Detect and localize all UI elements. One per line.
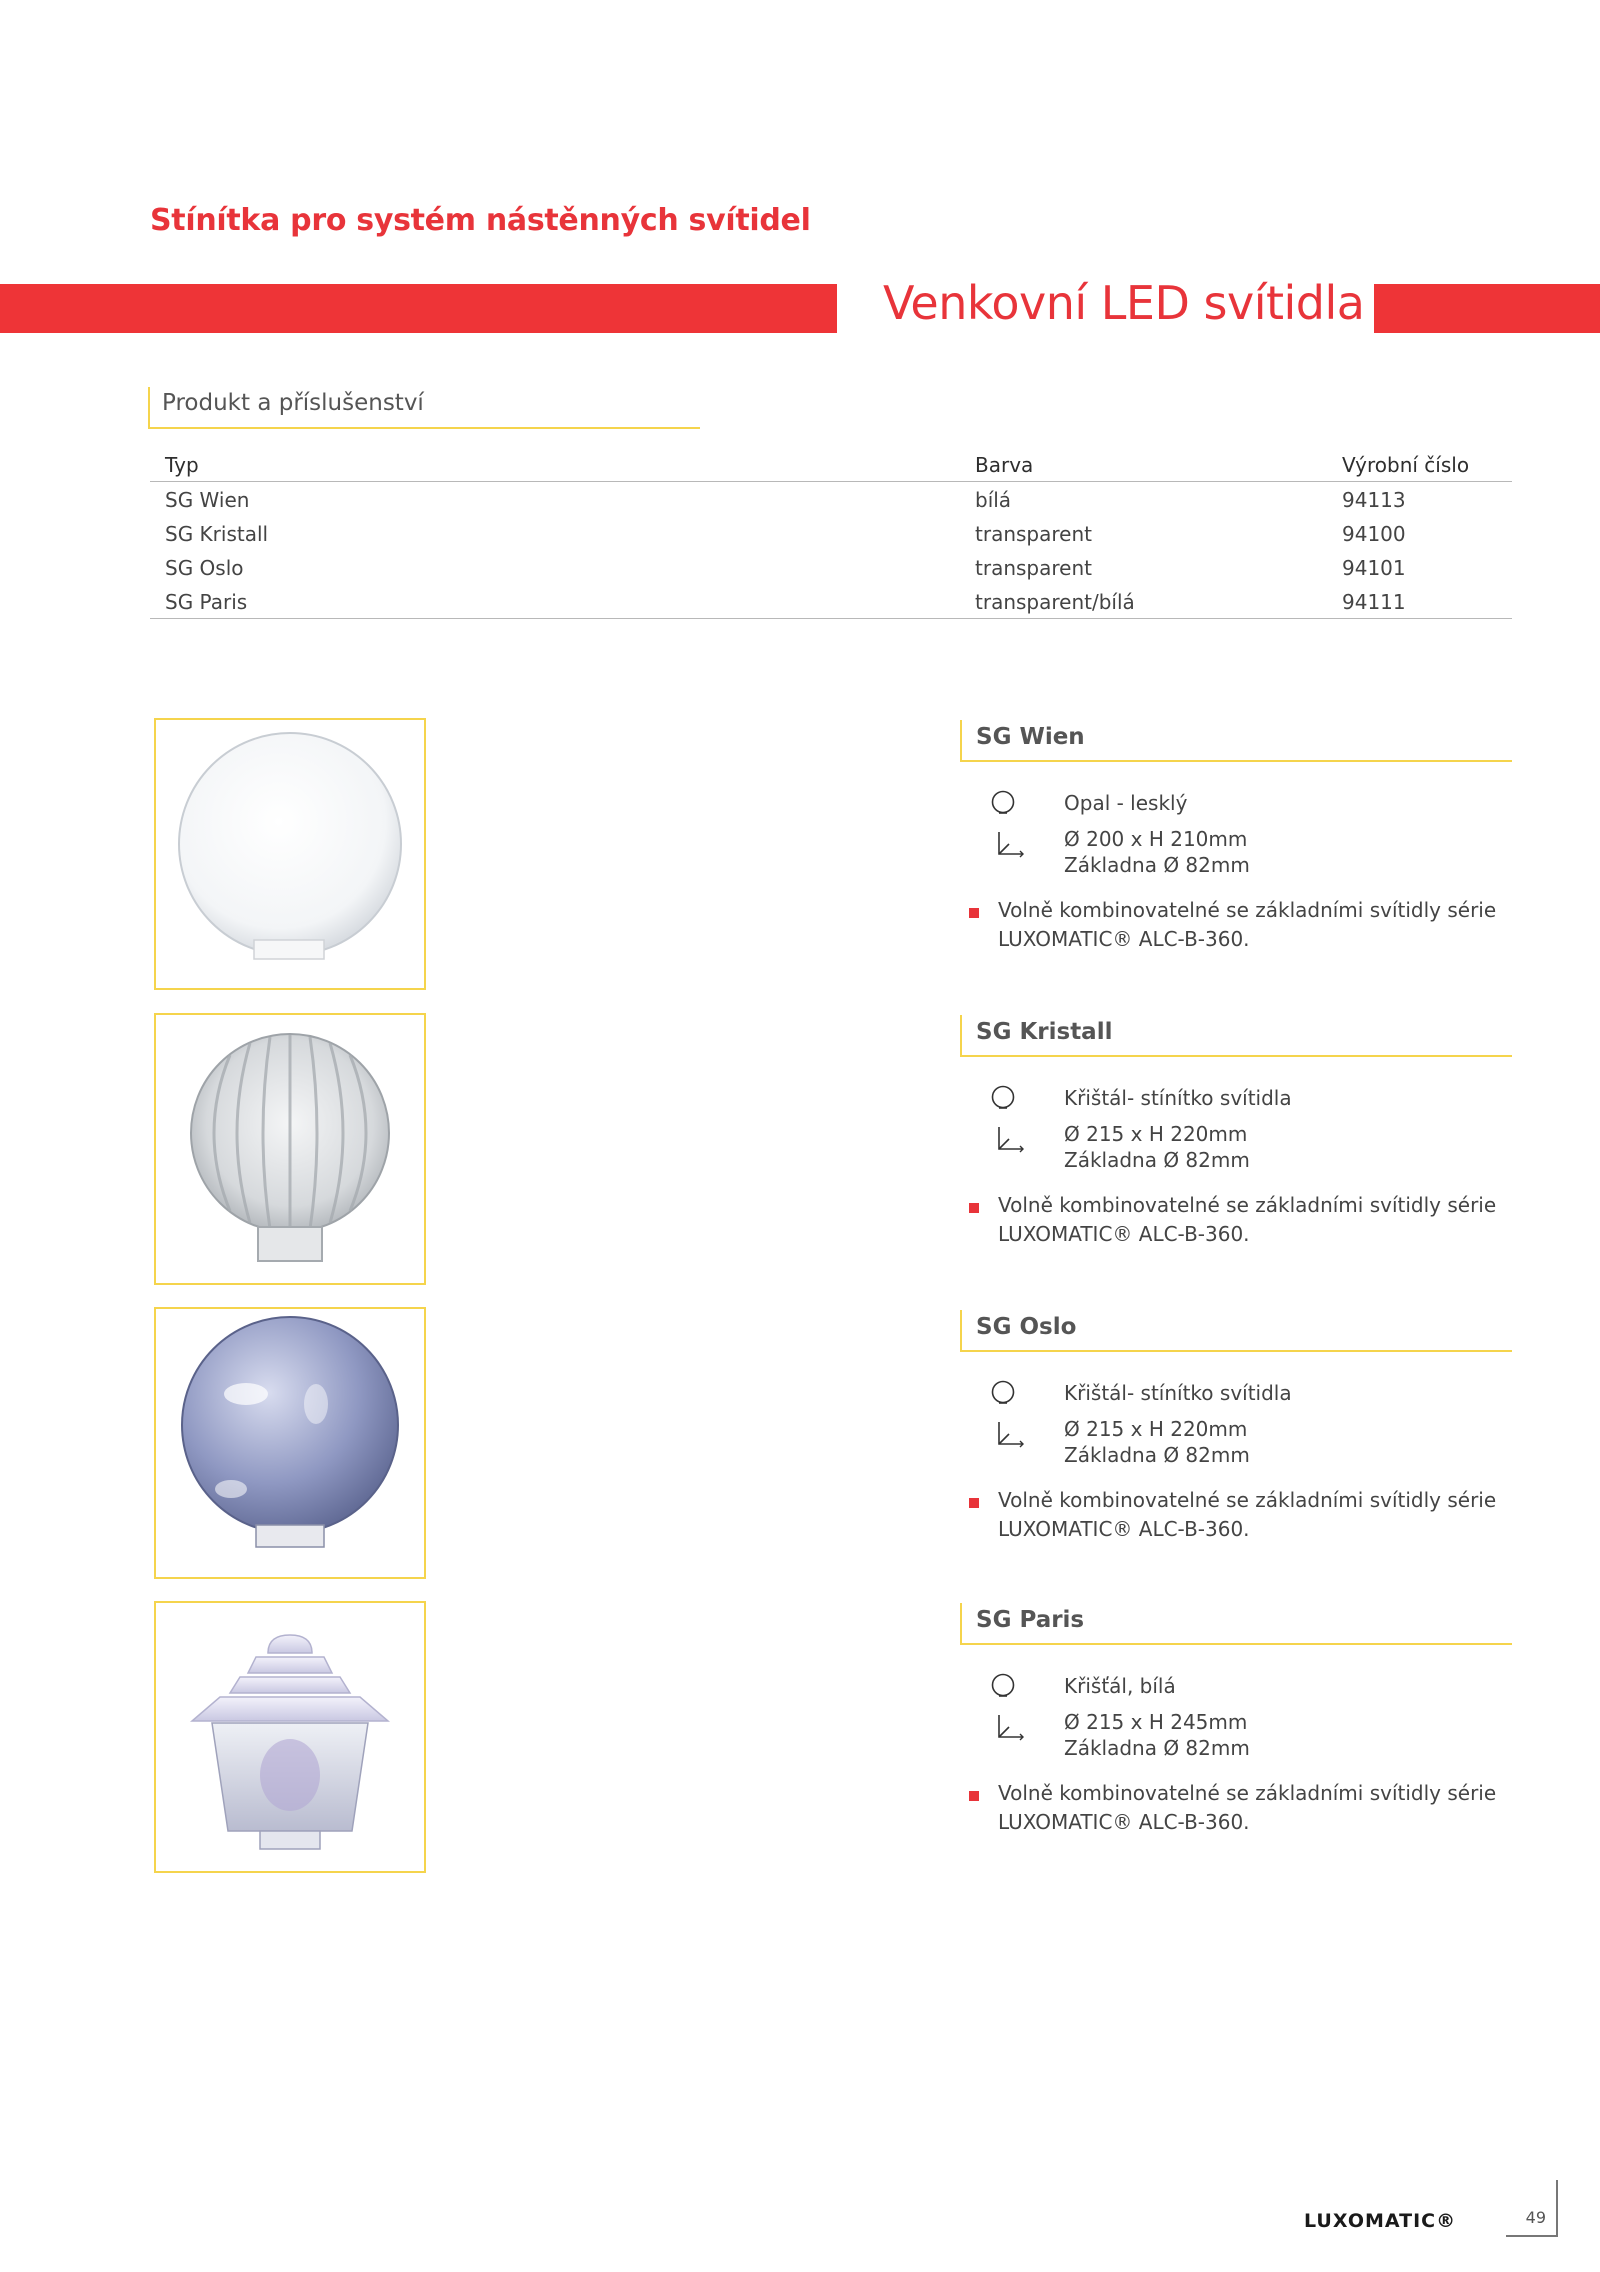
bullet-icon [969,1203,979,1213]
product-base: Základna Ø 82mm [1064,1148,1250,1172]
product-dimensions: Ø 215 x H 245mm [1064,1710,1248,1734]
product-note [998,1486,1518,1544]
cell-type: SG Wien [165,488,250,512]
cell-type: SG Oslo [165,556,244,580]
note-line: Volně kombinovatelné se základními svítidly série [998,1193,1497,1217]
product-image-sg-paris [154,1601,426,1873]
note-line: LUXOMATIC® ALC-B-360. [998,1810,1250,1834]
bullet-icon [969,1498,979,1508]
dimensions-icon [996,1420,1026,1448]
product-name: SG Kristall [976,1019,1113,1045]
product-note [998,896,1518,954]
shade-shape-icon [990,1673,1016,1699]
table-header-row [150,447,1512,482]
dimensions-icon [996,1713,1026,1741]
product-dimensions: Ø 215 x H 220mm [1064,1417,1248,1441]
note-line: Volně kombinovatelné se základními svítidly série [998,898,1497,922]
bullet-icon [969,908,979,918]
product-base: Základna Ø 82mm [1064,1736,1250,1760]
shade-shape-icon [990,1380,1016,1406]
cell-article-number: 94113 [1342,488,1406,512]
product-name: SG Wien [976,724,1085,750]
product-base: Základna Ø 82mm [1064,853,1250,877]
note-line: LUXOMATIC® ALC-B-360. [998,1517,1250,1541]
dimensions-icon [996,1125,1026,1153]
table-row [150,550,1512,584]
cell-type: SG Paris [165,590,248,614]
product-heading [960,1603,1512,1645]
shade-shape-icon [990,790,1016,816]
product-sg-wien [960,720,1512,951]
table-row [150,584,1512,619]
product-name: SG Oslo [976,1314,1077,1340]
cell-color: transparent [975,556,1092,580]
header-bar-left [0,284,837,333]
product-sg-paris [960,1603,1512,1834]
table-row [150,482,1512,516]
product-note [998,1779,1518,1837]
product-material: Křišťál, bílá [1064,1674,1176,1698]
product-image-sg-wien [154,718,426,990]
cell-article-number: 94100 [1342,522,1406,546]
product-dimensions: Ø 200 x H 210mm [1064,827,1248,851]
product-name: SG Paris [976,1607,1085,1633]
product-image-sg-oslo [154,1307,426,1579]
header-article-number: Výrobní číslo [1342,453,1470,477]
product-dimensions: Ø 215 x H 220mm [1064,1122,1248,1146]
product-sg-kristall [960,1015,1512,1246]
page-subtitle: Stínítka pro systém nástěnných svítidel [150,203,811,238]
header-bar-right [1374,284,1600,333]
dimensions-icon [996,830,1026,858]
cell-type: SG Kristall [165,522,269,546]
note-line: LUXOMATIC® ALC-B-360. [998,927,1250,951]
section-heading [148,387,700,429]
product-image-sg-kristall [154,1013,426,1285]
product-table [150,447,1512,619]
product-note [998,1191,1518,1249]
product-material: Křištál- stínítko svítidla [1064,1381,1292,1405]
shade-shape-icon [990,1085,1016,1111]
bullet-icon [969,1791,979,1801]
note-line: LUXOMATIC® ALC-B-360. [998,1222,1250,1246]
product-material: Opal - lesklý [1064,791,1188,815]
page-number-frame [1506,2180,1558,2237]
table-row [150,516,1512,550]
note-line: Volně kombinovatelné se základními svítidly série [998,1488,1497,1512]
product-base: Základna Ø 82mm [1064,1443,1250,1467]
brand-logo: LUXOMATIC® [1304,2210,1457,2232]
cell-color: transparent/bílá [975,590,1135,614]
cell-article-number: 94111 [1342,590,1406,614]
header-color: Barva [975,453,1034,477]
product-heading [960,720,1512,762]
header-type: Typ [165,453,199,477]
section-heading-label: Produkt a příslušenství [162,390,424,416]
page-number: 49 [1525,2208,1546,2227]
product-sg-oslo [960,1310,1512,1541]
product-heading [960,1310,1512,1352]
page-title: Venkovní LED svítidla [883,276,1365,330]
product-material: Křištál- stínítko svítidla [1064,1086,1292,1110]
cell-color: bílá [975,488,1012,512]
cell-color: transparent [975,522,1092,546]
cell-article-number: 94101 [1342,556,1406,580]
product-heading [960,1015,1512,1057]
note-line: Volně kombinovatelné se základními svítidly série [998,1781,1497,1805]
